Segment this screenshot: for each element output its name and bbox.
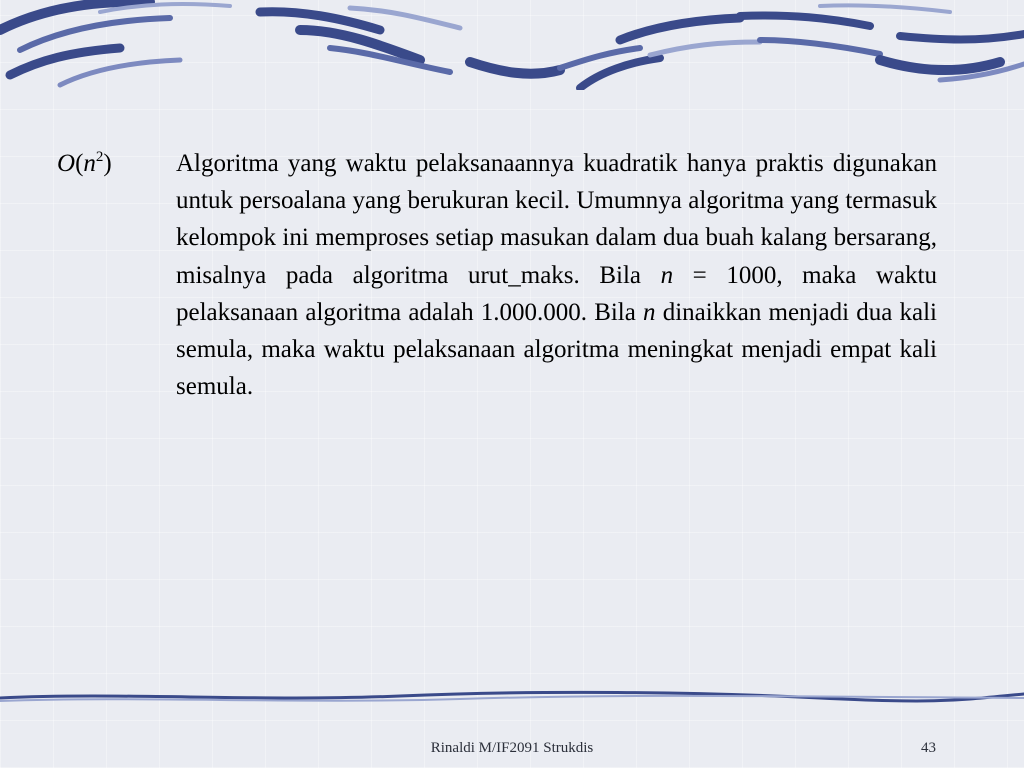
label-open-paren: ( [75,150,84,177]
complexity-label [57,145,112,186]
paragraph-text-1: Algoritma yang waktu pelaksanaannya kuadratik hanya praktis digunakan untuk persoalana yang berukuran kecil. Umumnya algoritma yang termasuk kelompok ini memproses setiap masukan dalam dua buah kalang bersarang, misalnya pada algoritma urut_maks. Bila [176,150,937,289]
label-close-paren: ) [103,150,112,177]
label-variable: n [83,150,96,177]
big-o-symbol: O [57,150,76,177]
description-paragraph [176,145,937,405]
decorative-bottom-rule [0,682,1024,712]
page-number: 43 [921,740,936,756]
paragraph-text-3: dinaikkan menjadi dua kali semula, maka waktu pelaksanaan algoritma meningkat menjadi empat kali semula. [176,298,937,401]
variable-n-1: n [660,261,674,289]
variable-n-2: n [643,298,656,326]
footer-text: Rinaldi M/IF2091 Strukdis [430,740,594,756]
label-exponent: 2 [95,149,104,165]
decorative-brush-banner [0,0,1024,90]
paragraph-text-2: = 1000, maka waktu pelaksanaan algoritma adalah 1.000.000. Bila [176,261,937,326]
